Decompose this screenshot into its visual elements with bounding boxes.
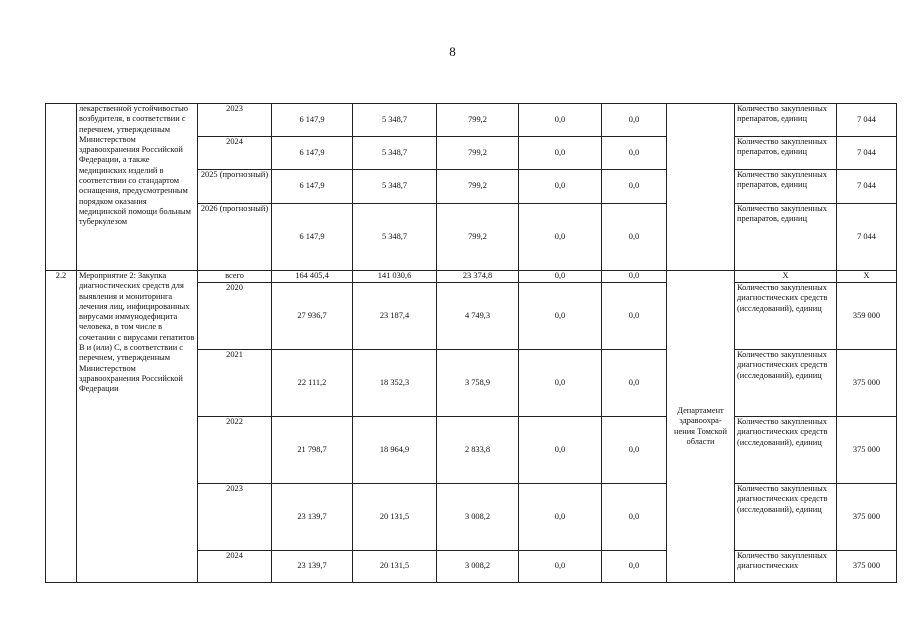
indicator-name-cell: Количество закупленных диагностических средств (исследований), единиц xyxy=(735,484,837,551)
indicator-value-cell: 7 044 xyxy=(837,137,897,170)
responsible-executor-cell xyxy=(667,104,735,271)
other-funding-cell: 0,0 xyxy=(602,350,667,417)
indicator-value-cell: 7 044 xyxy=(837,204,897,271)
other-funding-cell: 0,0 xyxy=(602,104,667,137)
regional-funding-cell: 23 374,8 xyxy=(437,271,519,283)
indicator-value-cell: 375 000 xyxy=(837,417,897,484)
indicator-value-cell: 375 000 xyxy=(837,350,897,417)
federal-funding-cell: 20 131,5 xyxy=(353,484,437,551)
other-funding-cell: 0,0 xyxy=(602,170,667,204)
indicator-name-cell: Количество закупленных препаратов, единиц xyxy=(735,104,837,137)
indicator-value-cell: 375 000 xyxy=(837,484,897,551)
federal-funding-cell: 18 352,3 xyxy=(353,350,437,417)
total-funding-cell: 6 147,9 xyxy=(272,170,353,204)
regional-funding-cell: 799,2 xyxy=(437,204,519,271)
total-funding-cell: 23 139,7 xyxy=(272,551,353,583)
year-cell: 2024 xyxy=(198,137,272,170)
local-funding-cell: 0,0 xyxy=(519,484,602,551)
indicator-value-cell: 7 044 xyxy=(837,104,897,137)
regional-funding-cell: 799,2 xyxy=(437,170,519,204)
indicator-name-cell: Количество закупленных диагностических средств (исследований), единиц xyxy=(735,350,837,417)
regional-funding-cell: 3 008,2 xyxy=(437,484,519,551)
indicator-value-cell: Х xyxy=(837,271,897,283)
federal-funding-cell: 20 131,5 xyxy=(353,551,437,583)
page-number: 8 xyxy=(449,44,456,59)
item-description-cell: лекарственной устойчивостью возбудителя, в соответствии с перечнем, утвержденным Министерством здравоохранения Российской Федерации, а также медицинских изделий в соответствии со стандартом оснащения, предусмотренным порядком оказания медицинской помощи больным туберкулезом xyxy=(77,104,198,271)
indicator-name-cell: Х xyxy=(735,271,837,283)
table-body xyxy=(46,104,897,583)
indicator-value-cell: 7 044 xyxy=(837,170,897,204)
other-funding-cell: 0,0 xyxy=(602,271,667,283)
regional-funding-cell: 799,2 xyxy=(437,104,519,137)
local-funding-cell: 0,0 xyxy=(519,170,602,204)
regional-funding-cell: 799,2 xyxy=(437,137,519,170)
federal-funding-cell: 18 964,9 xyxy=(353,417,437,484)
other-funding-cell: 0,0 xyxy=(602,204,667,271)
total-funding-cell: 21 798,7 xyxy=(272,417,353,484)
federal-funding-cell: 5 348,7 xyxy=(353,204,437,271)
regional-funding-cell: 3 008,2 xyxy=(437,551,519,583)
indicator-value-cell: 375 000 xyxy=(837,551,897,583)
regional-funding-cell: 4 749,3 xyxy=(437,283,519,350)
indicator-name-cell: Количество закупленных диагностических средств (исследований), единиц xyxy=(735,283,837,350)
local-funding-cell: 0,0 xyxy=(519,551,602,583)
other-funding-cell: 0,0 xyxy=(602,283,667,350)
indicator-name-cell: Количество закупленных препаратов, единиц xyxy=(735,204,837,271)
local-funding-cell: 0,0 xyxy=(519,104,602,137)
item-number-cell xyxy=(46,104,77,271)
local-funding-cell: 0,0 xyxy=(519,350,602,417)
local-funding-cell: 0,0 xyxy=(519,417,602,484)
indicator-value-cell: 359 000 xyxy=(837,283,897,350)
local-funding-cell: 0,0 xyxy=(519,204,602,271)
indicator-name-cell: Количество закупленных препаратов, единиц xyxy=(735,170,837,204)
regional-funding-cell: 2 833,8 xyxy=(437,417,519,484)
total-funding-cell: 22 111,2 xyxy=(272,350,353,417)
indicator-name-cell: Количество закупленных препаратов, единиц xyxy=(735,137,837,170)
indicator-name-cell: Количество закупленных диагностических средств (исследований), единиц xyxy=(735,417,837,484)
year-cell: 2024 xyxy=(198,551,272,583)
year-cell: 2021 xyxy=(198,350,272,417)
federal-funding-cell: 141 030,6 xyxy=(353,271,437,283)
total-funding-cell: 164 405,4 xyxy=(272,271,353,283)
total-funding-cell: 6 147,9 xyxy=(272,137,353,170)
year-cell: 2026 (прогнозный) xyxy=(198,204,272,271)
item-number-cell: 2.2 xyxy=(46,271,77,583)
table-row xyxy=(46,104,897,137)
other-funding-cell: 0,0 xyxy=(602,137,667,170)
local-funding-cell: 0,0 xyxy=(519,283,602,350)
regional-funding-cell: 3 758,9 xyxy=(437,350,519,417)
year-cell: 2022 xyxy=(198,417,272,484)
year-cell: 2025 (прогнозный) xyxy=(198,170,272,204)
year-cell: 2023 xyxy=(198,484,272,551)
responsible-executor-cell: Департамент здравоохра-нения Томской области xyxy=(667,271,735,583)
total-funding-cell: 6 147,9 xyxy=(272,204,353,271)
federal-funding-cell: 5 348,7 xyxy=(353,170,437,204)
local-funding-cell: 0,0 xyxy=(519,271,602,283)
other-funding-cell: 0,0 xyxy=(602,417,667,484)
program-table xyxy=(45,103,897,583)
item-description-cell: Мероприятие 2: Закупка диагностических средств для выявления и мониторинга лечения лиц, инфицированных вирусами иммунодефицита человека, в том числе в сочетании с вирусами гепатитов B и (или) C, в соответствии с перечнем, утвержденным Министерством здравоохранения Российской Федерации xyxy=(77,271,198,583)
total-funding-cell: 27 936,7 xyxy=(272,283,353,350)
total-funding-cell: 23 139,7 xyxy=(272,484,353,551)
table-row-total xyxy=(46,271,897,283)
federal-funding-cell: 23 187,4 xyxy=(353,283,437,350)
indicator-name-cell: Количество закупленных диагностических xyxy=(735,551,837,583)
federal-funding-cell: 5 348,7 xyxy=(353,137,437,170)
local-funding-cell: 0,0 xyxy=(519,137,602,170)
year-cell: всего xyxy=(198,271,272,283)
total-funding-cell: 6 147,9 xyxy=(272,104,353,137)
federal-funding-cell: 5 348,7 xyxy=(353,104,437,137)
other-funding-cell: 0,0 xyxy=(602,551,667,583)
year-cell: 2020 xyxy=(198,283,272,350)
other-funding-cell: 0,0 xyxy=(602,484,667,551)
year-cell: 2023 xyxy=(198,104,272,137)
